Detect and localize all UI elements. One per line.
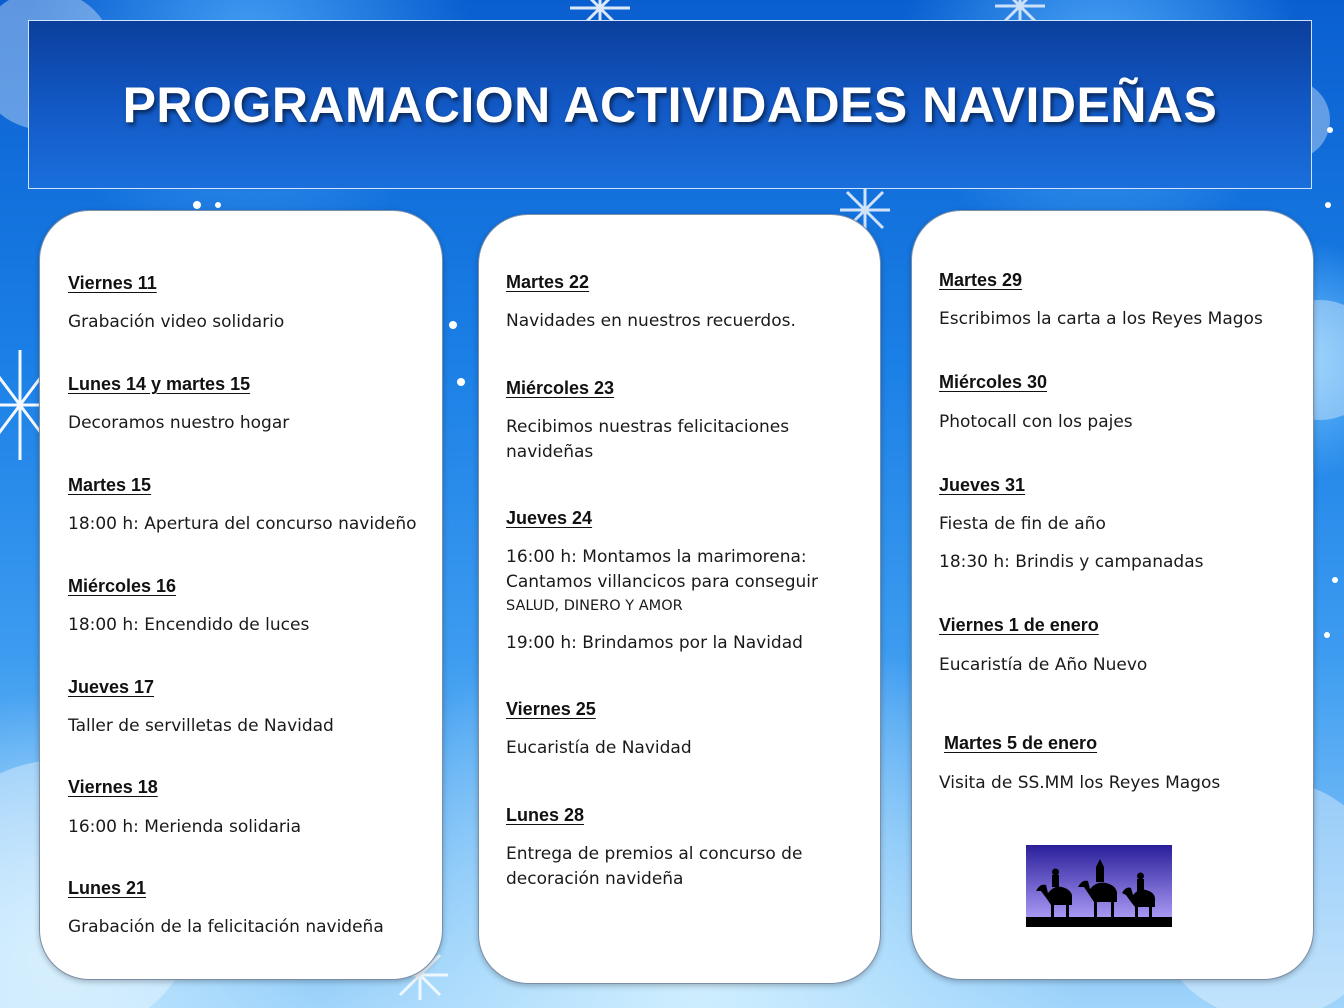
activity-text: SALUD, DINERO Y AMOR (506, 598, 683, 614)
day-heading: Miércoles 23 (506, 378, 615, 398)
activity-text: navideñas (506, 442, 594, 462)
day-heading: Martes 29 (939, 270, 1023, 290)
activity-text: Recibimos nuestras felicitaciones (506, 417, 790, 437)
day-heading: Martes 5 de enero (944, 733, 1098, 753)
day-heading: Martes 22 (506, 272, 590, 292)
day-heading: Miércoles 30 (939, 372, 1048, 392)
title-banner (28, 20, 1312, 189)
day-heading: Jueves 17 (68, 677, 155, 697)
day-heading: Viernes 11 (68, 273, 157, 293)
activity-text: decoración navideña (506, 869, 684, 889)
activity-text: Visita de SS.MM los Reyes Magos (939, 773, 1221, 793)
activity-text: 18:00 h: Encendido de luces (68, 615, 310, 635)
day-heading: Miércoles 16 (68, 576, 177, 596)
activity-text: Eucaristía de Año Nuevo (939, 655, 1148, 675)
day-heading: Lunes 21 (68, 878, 147, 898)
activity-text: Navidades en nuestros recuerdos. (506, 311, 796, 331)
activity-text: Taller de servilletas de Navidad (68, 716, 334, 736)
day-heading: Lunes 14 y martes 15 (68, 374, 251, 394)
day-heading: Jueves 31 (939, 475, 1026, 495)
activity-text: Photocall con los pajes (939, 412, 1133, 432)
day-heading: Lunes 28 (506, 805, 585, 825)
activity-text: Decoramos nuestro hogar (68, 413, 290, 433)
day-heading: Viernes 25 (506, 699, 596, 719)
activity-text: Cantamos villancicos para conseguir (506, 572, 819, 592)
day-heading: Viernes 1 de enero (939, 615, 1099, 635)
activity-text: 16:00 h: Montamos la marimorena: (506, 547, 807, 567)
activity-text: Grabación video solidario (68, 312, 285, 332)
day-heading: Viernes 18 (68, 777, 158, 797)
activity-text: 18:30 h: Brindis y campanadas (939, 552, 1204, 572)
activity-text: 16:00 h: Merienda solidaria (68, 817, 302, 837)
activity-text: Escribimos la carta a los Reyes Magos (939, 309, 1263, 329)
page-title: PROGRAMACION ACTIVIDADES NAVIDEÑAS (122, 76, 1218, 133)
activity-text: Entrega de premios al concurso de (506, 844, 803, 864)
day-heading: Martes 15 (68, 475, 152, 495)
activity-text: 18:00 h: Apertura del concurso navideño (68, 514, 417, 534)
activity-text: 19:00 h: Brindamos por la Navidad (506, 633, 803, 653)
three-kings-camels-icon (1026, 845, 1172, 927)
activity-text: Eucaristía de Navidad (506, 738, 692, 758)
activity-text: Fiesta de fin de año (939, 514, 1106, 534)
activity-text: Grabación de la felicitación navideña (68, 917, 384, 937)
day-heading: Jueves 24 (506, 508, 593, 528)
